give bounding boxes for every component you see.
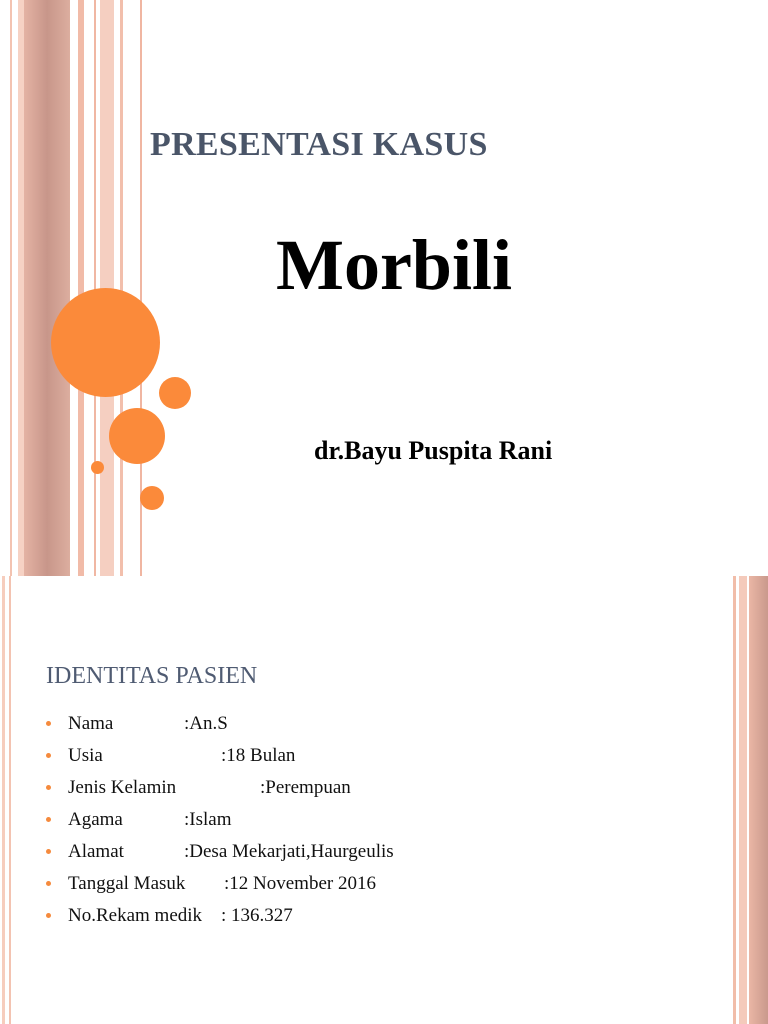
bullet-icon	[46, 881, 51, 886]
patient-identity-slide	[0, 576, 768, 1024]
field-value: :12 November 2016	[224, 873, 376, 894]
field-value: :Desa Mekarjati,Haurgeulis	[184, 841, 394, 862]
slide-heading: IDENTITAS PASIEN	[46, 663, 258, 689]
field-value: :An.S	[184, 713, 228, 734]
circle-decoration	[159, 377, 191, 409]
field-label: No.Rekam medik	[68, 905, 203, 926]
bullet-icon	[46, 817, 51, 822]
stripe-decoration	[2, 576, 5, 1024]
field-label: Alamat	[68, 841, 124, 862]
bullet-icon	[46, 913, 51, 918]
field-value: :18 Bulan	[221, 745, 296, 766]
field-value: :Perempuan	[260, 777, 351, 798]
stripe-decoration	[749, 576, 768, 1024]
field-label: Tanggal Masuk	[68, 873, 186, 894]
field-label: Nama	[68, 713, 114, 734]
field-label: Jenis Kelamin	[68, 777, 177, 798]
circle-decoration	[109, 408, 165, 464]
field-label: Agama	[68, 809, 123, 830]
presentation-subtitle: PRESENTASI KASUS	[150, 126, 488, 163]
circle-decoration	[91, 461, 104, 474]
bullet-icon	[46, 721, 51, 726]
presentation-title: Morbili	[276, 225, 512, 305]
presenter-name: dr.Bayu Puspita Rani	[314, 436, 553, 465]
stripe-decoration	[739, 576, 747, 1024]
field-label: Usia	[68, 745, 103, 766]
bullet-icon	[46, 785, 51, 790]
stripe-decoration	[9, 576, 11, 1024]
bullet-icon	[46, 753, 51, 758]
stripe-decoration	[733, 576, 736, 1024]
circle-decoration	[140, 486, 164, 510]
bullet-icon	[46, 849, 51, 854]
field-value: : 136.327	[221, 905, 293, 926]
field-value: :Islam	[184, 809, 232, 830]
